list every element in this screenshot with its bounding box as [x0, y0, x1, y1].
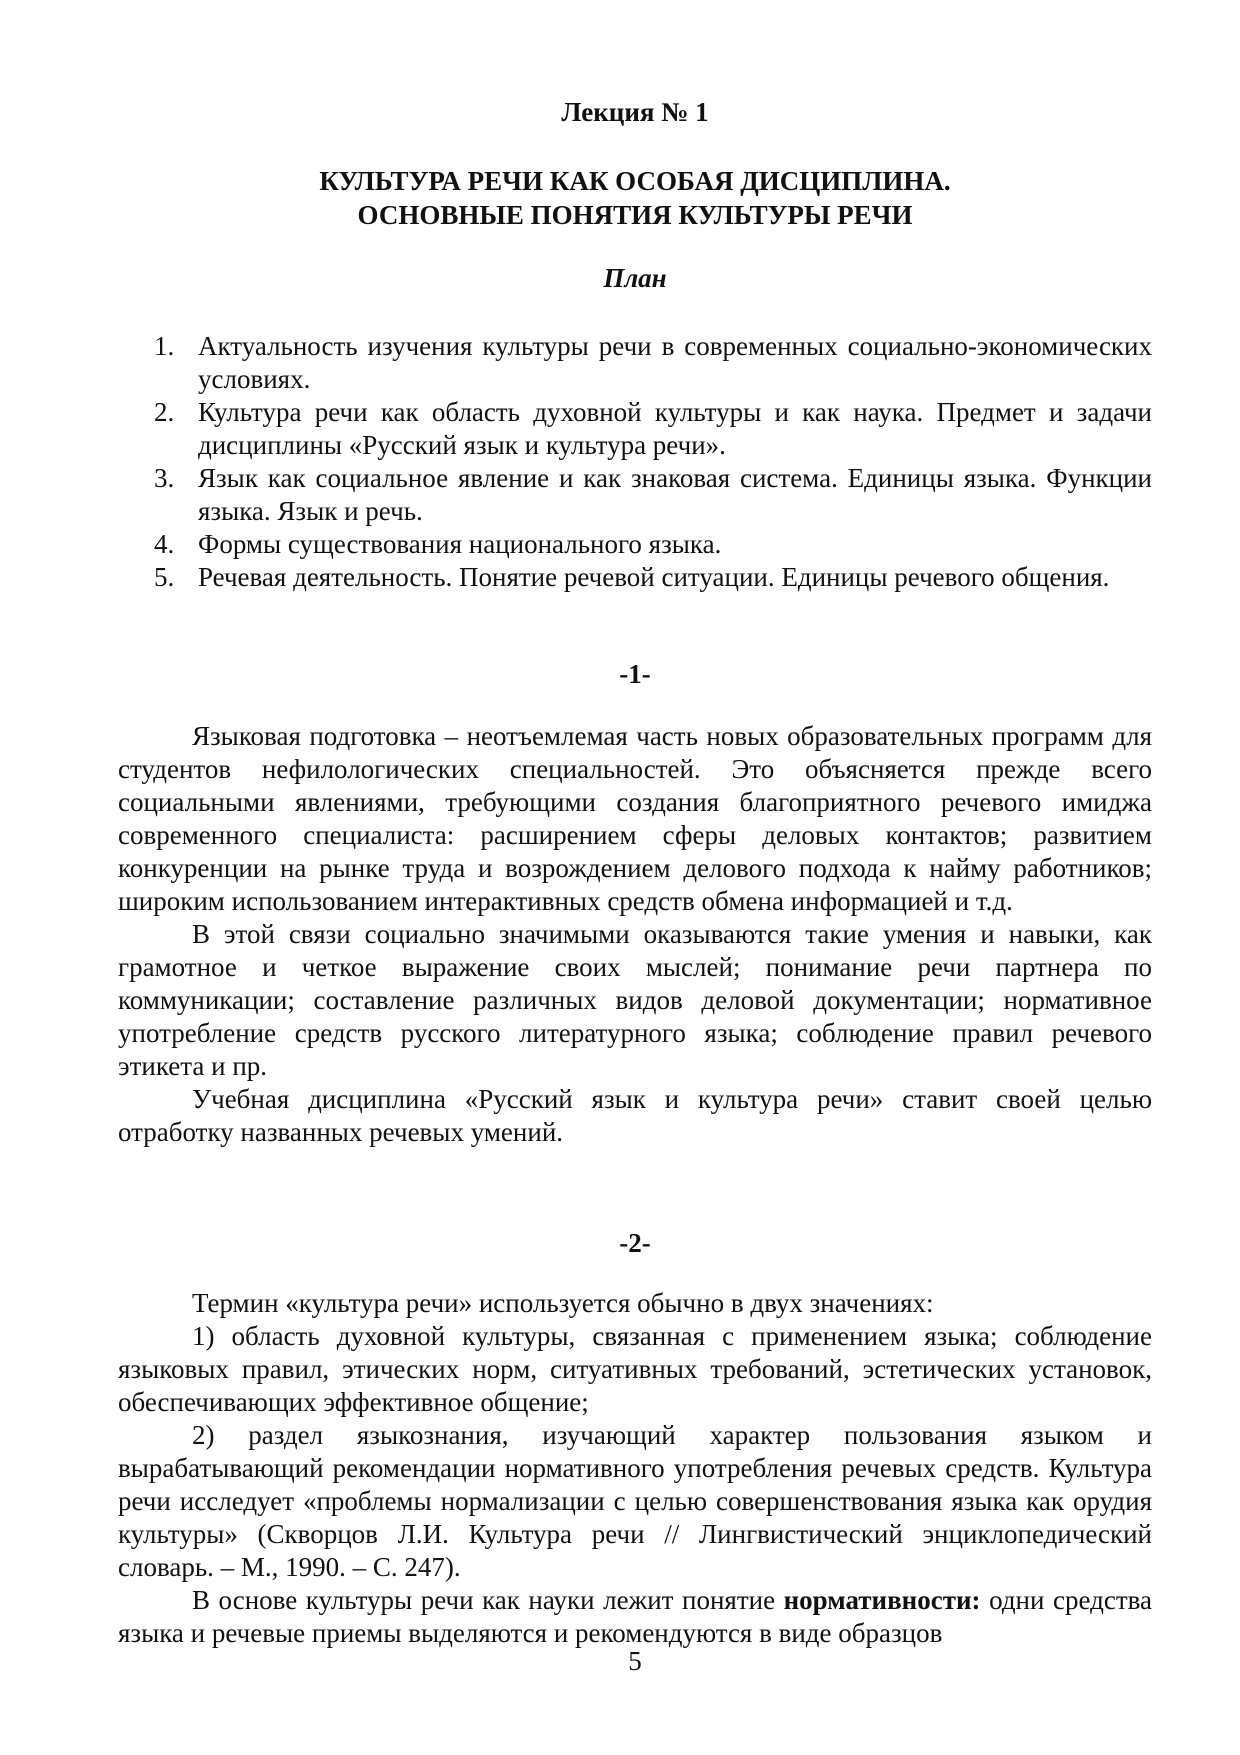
- plan-item-text: Актуальность изучения культуры речи в современных социально-экономических условиях.: [198, 331, 1152, 394]
- lecture-label: Лекция № 1: [561, 97, 709, 127]
- document-page: [118, 0, 1152, 1755]
- plan-item: [154, 561, 1152, 594]
- plan-heading: План: [603, 263, 667, 293]
- plan-item-text: Формы существования национального языка.: [198, 529, 722, 559]
- plan-item-number: 4.: [154, 529, 175, 559]
- plan-item-text: Речевая деятельность. Понятие речевой ситуации. Единицы речевого общения.: [198, 562, 1110, 592]
- paragraph-text-before: В основе культуры речи как науки лежит понятие: [192, 1585, 776, 1615]
- plan-item-text: Язык как социальное явление и как знаковая система. Единицы языка. Функции языка. Язык и речь.: [198, 463, 1152, 526]
- paragraph-text-after: одни средства языка и речевые приемы выделяются и рекомендуются в виде образцов: [118, 1585, 1153, 1648]
- paragraph-with-term: [118, 1584, 1152, 1650]
- key-term: нормативности:: [783, 1585, 981, 1615]
- plan-item-number: 5.: [154, 562, 175, 592]
- section-2-body: [118, 1287, 1152, 1650]
- plan-item: [154, 330, 1152, 396]
- section-1-body: [118, 720, 1152, 1149]
- plan-list: [154, 330, 1152, 594]
- lecture-title: [118, 164, 1152, 232]
- plan-item-number: 3.: [154, 463, 175, 493]
- page-number: 5: [628, 1646, 642, 1676]
- paragraph: Языковая подготовка – неотъемлемая часть новых образовательных программ для студентов нефилологических специальностей. Это объясняется прежде всего социальными явлениями, требующими создания благоприятного речевого имиджа современного специалиста: расширением сферы деловых контактов; развитием конкуренции на рынке труда и возрождением делового подхода к найму работников; широким использованием интерактивных средств обмена информацией и т.д.: [118, 721, 1152, 916]
- plan-item-number: 2.: [154, 397, 175, 427]
- paragraph: Термин «культура речи» используется обычно в двух значениях:: [192, 1288, 934, 1318]
- paragraph: В этой связи социально значимыми оказываются такие умения и навыки, как грамотное и четкое выражение своих мыслей; понимание речи партнера по коммуникации; составление различных видов деловой документации; нормативное употребление средств русского литературного языка; соблюдение правил речевого этикета и пр.: [118, 919, 1152, 1081]
- section-number-2: -2-: [619, 1228, 651, 1258]
- plan-item-text: Культура речи как область духовной культуры и как наука. Предмет и задачи дисциплины «Русский язык и культура речи».: [198, 397, 1152, 460]
- paragraph: 1) область духовной культуры, связанная с применением языка; соблюдение языковых правил, этических норм, ситуативных требований, эстетических установок, обеспечивающих эффективное общение;: [118, 1321, 1152, 1417]
- plan-item: [154, 528, 1152, 561]
- paragraph: Учебная дисциплина «Русский язык и культура речи» ставит своей целью отработку названных речевых умений.: [118, 1084, 1152, 1147]
- title-line-2: ОСНОВНЫЕ ПОНЯТИЯ КУЛЬТУРЫ РЕЧИ: [357, 200, 913, 230]
- title-line-1: КУЛЬТУРА РЕЧИ КАК ОСОБАЯ ДИСЦИПЛИНА.: [319, 166, 951, 196]
- plan-item: [154, 396, 1152, 462]
- plan-item-number: 1.: [154, 331, 175, 361]
- plan-item: [154, 462, 1152, 528]
- section-number-1: -1-: [619, 659, 651, 689]
- paragraph: 2) раздел языкознания, изучающий характер пользования языком и вырабатывающий рекомендации нормативного употребления речевых средств. Культура речи исследует «проблемы нормализации с целью совершенствования языка как орудия культуры» (Скворцов Л.И. Культура речи // Лингвистический энциклопедический словарь. – М., 1990. – С. 247).: [118, 1420, 1152, 1582]
